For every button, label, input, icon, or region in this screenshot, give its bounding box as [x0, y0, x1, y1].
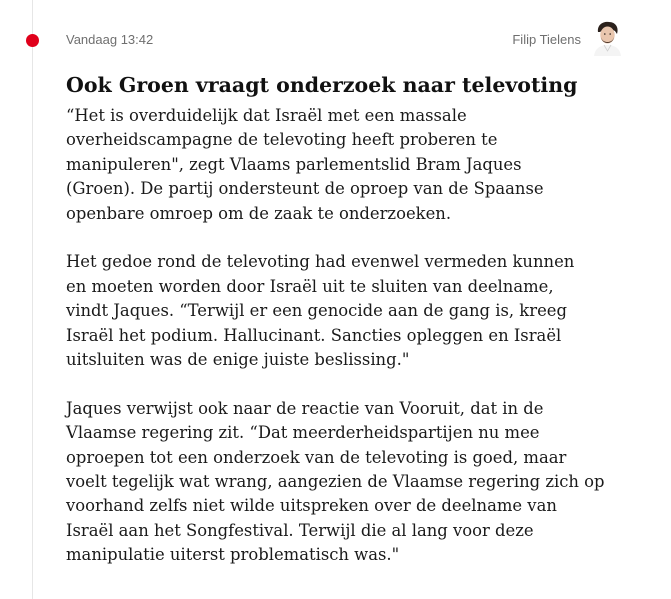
text-line: en moeten worden door Israël uit te sluiten van deelname,	[66, 276, 554, 296]
timeline-dot	[26, 34, 39, 47]
paragraph	[66, 104, 626, 226]
text-line: “Het is overduidelijk dat Israël met een massale	[66, 106, 467, 125]
text-line: Israël het podium. Hallucinant. Sancties opleggen en Israël	[66, 325, 562, 345]
author-name[interactable]: Filip Tielens	[512, 32, 581, 47]
text-line: (Groen). De partij ondersteunt de oproep van de Spaanse	[66, 179, 544, 199]
text-line: voelt tegelijk wat wrang, aangezien de Vlaamse regering zich op	[66, 472, 605, 492]
post-headline: Ook Groen vraagt onderzoek naar televoting	[66, 73, 578, 97]
text-line: manipulatie uiterst problematisch was."	[66, 545, 400, 565]
post-body	[66, 104, 626, 592]
text-line: oproepen tot een onderzoek van de televoting is goed, maar	[66, 447, 567, 467]
text-line: Jaques verwijst ook naar de reactie van Vooruit, dat in de	[66, 398, 544, 418]
text-line: Israël aan het Songfestival. Terwijl die al lang voor deze	[66, 520, 534, 540]
post-timestamp: Vandaag 13:42	[66, 32, 154, 47]
text-line: uitsluiten was de enige juiste beslissing."	[66, 350, 410, 370]
text-line: overheidscampagne de televoting heeft proberen te	[66, 130, 498, 150]
text-line: voorhand zelfs niet wilde uitspreken over de deelname van	[66, 496, 557, 516]
text-line: Het gedoe rond de televoting had evenwel vermeden kunnen	[66, 252, 575, 272]
author-avatar[interactable]	[590, 20, 624, 56]
paragraph	[66, 397, 626, 568]
text-line: openbare omroep om de zaak te onderzoeken.	[66, 203, 452, 223]
text-line: Vlaamse regering zit. “Dat meerderheidspartijen nu mee	[66, 423, 540, 443]
timeline-line	[32, 0, 33, 599]
text-line: manipuleren", zegt Vlaams parlementslid Bram Jaques	[66, 154, 522, 174]
paragraph	[66, 250, 626, 372]
text-line: vindt Jaques. “Terwijl er een genocide aan de gang is, kreeg	[66, 301, 567, 321]
